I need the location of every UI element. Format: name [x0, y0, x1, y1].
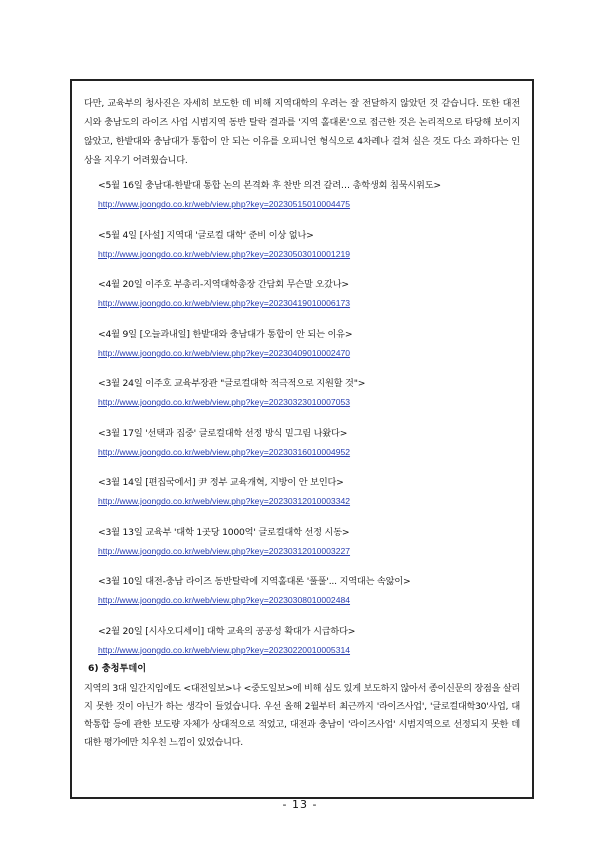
article-item: [98, 427, 518, 477]
article-title: <3월 24일 이주호 교육부장관 "글로컬대학 적극적으로 지원할 것">: [98, 378, 366, 389]
article-link[interactable]: http://www.joongdo.co.kr/web/view.php?key=20230503010001219: [98, 248, 351, 259]
section-paragraph: 지역의 3대 일간지임에도 <대전일보>나 <중도일보>에 비해 심도 있게 보도하지 않아서 종이신문의 장점을 살리지 못한 것이 아닌가 하는 생각이 들었습니다. 우선 올해 2월부터 최근까지 '라이즈사업', '글로컬대학30'사업, 대학통합 등에 관한 보도량 자체가 상대적으로 적었고, 대전과 충남이 '라이즈사업' 시범지역으로 선정되지 못한 데 대한 평가에만 치우친 느낌이 있었습니다.: [84, 683, 520, 748]
article-title: <5월 4일 [사설] 지역대 '글로컬 대학' 준비 이상 없나>: [98, 229, 314, 241]
article-list: [98, 179, 518, 674]
section-heading: 6) 충청투데이: [88, 663, 147, 674]
article-item: [98, 377, 518, 427]
article-title: <3월 10일 대전-충남 라이즈 동반탈락에 지역홀대론 '풀풀'... 지역대는 속앓이>: [98, 576, 411, 587]
article-title: <3월 13일 교육부 '대학 1곳당 1000억' 글로컬대학 선정 시동>: [98, 526, 350, 538]
page-number: - 13 -: [282, 798, 318, 811]
article-title: <5월 16일 충남대-한밭대 통합 논의 본격화 후 찬반 의견 갈려… 총학생회 침묵시위도>: [98, 180, 441, 191]
article-item: [98, 278, 518, 328]
article-link[interactable]: http://www.joongdo.co.kr/web/view.php?key=20230323010007053: [98, 397, 351, 407]
article-item: [98, 179, 518, 229]
article-link[interactable]: http://www.joongdo.co.kr/web/view.php?key=20230220010005314: [98, 644, 351, 655]
article-link[interactable]: http://www.joongdo.co.kr/web/view.php?key=20230308010002484: [98, 595, 351, 605]
article-link[interactable]: http://www.joongdo.co.kr/web/view.php?key=20230515010004475: [98, 199, 351, 209]
article-title: <4월 20일 이주호 부총리-지역대학총장 간담회 무슨말 오갔나>: [98, 279, 349, 290]
article-title: <3월 14일 [편집국에서] 尹 정부 교육개혁, 지방이 안 보인다>: [98, 477, 344, 488]
article-link[interactable]: http://www.joongdo.co.kr/web/view.php?key=20230409010002470: [98, 347, 351, 358]
article-item: [98, 229, 518, 279]
article-item: [98, 526, 518, 576]
article-link[interactable]: http://www.joongdo.co.kr/web/view.php?key=20230419010006173: [98, 298, 351, 308]
article-link[interactable]: http://www.joongdo.co.kr/web/view.php?key=20230316010004952: [98, 446, 351, 457]
article-item: [98, 625, 518, 675]
article-title: <4월 9일 [오늘과내일] 한밭대와 충남대가 통합이 안 되는 이유>: [98, 328, 353, 340]
article-item: [98, 575, 518, 625]
article-item: [98, 328, 518, 378]
article-title: <3월 17일 '선택과 집중' 글로컬대학 선정 방식 밑그림 나왔다>: [98, 427, 348, 439]
intro-paragraph: 다만, 교육부의 청사진은 자세히 보도한 데 비해 지역대학의 우려는 잘 전달하지 않았던 것 같습니다. 또한 대전시와 충남도의 라이즈 사업 시범지역 동반 탈락 결과를 '지역 홀대론'으로 접근한 것은 논리적으로 타당해 보이지 않았고, 한밭대와 충남대가 통합이 안 되는 이유를 오피니언 형식으로 4차례나 걸쳐 실은 것도 다소 과하다는 인상을 지우기 어려웠습니다.: [84, 98, 520, 166]
article-link[interactable]: http://www.joongdo.co.kr/web/view.php?key=20230312010003342: [98, 496, 351, 506]
article-link[interactable]: http://www.joongdo.co.kr/web/view.php?key=20230312010003227: [98, 545, 351, 556]
article-title: <2월 20일 [시사오디세이] 대학 교육의 공공성 확대가 시급하다>: [98, 625, 356, 637]
article-item: [98, 476, 518, 526]
